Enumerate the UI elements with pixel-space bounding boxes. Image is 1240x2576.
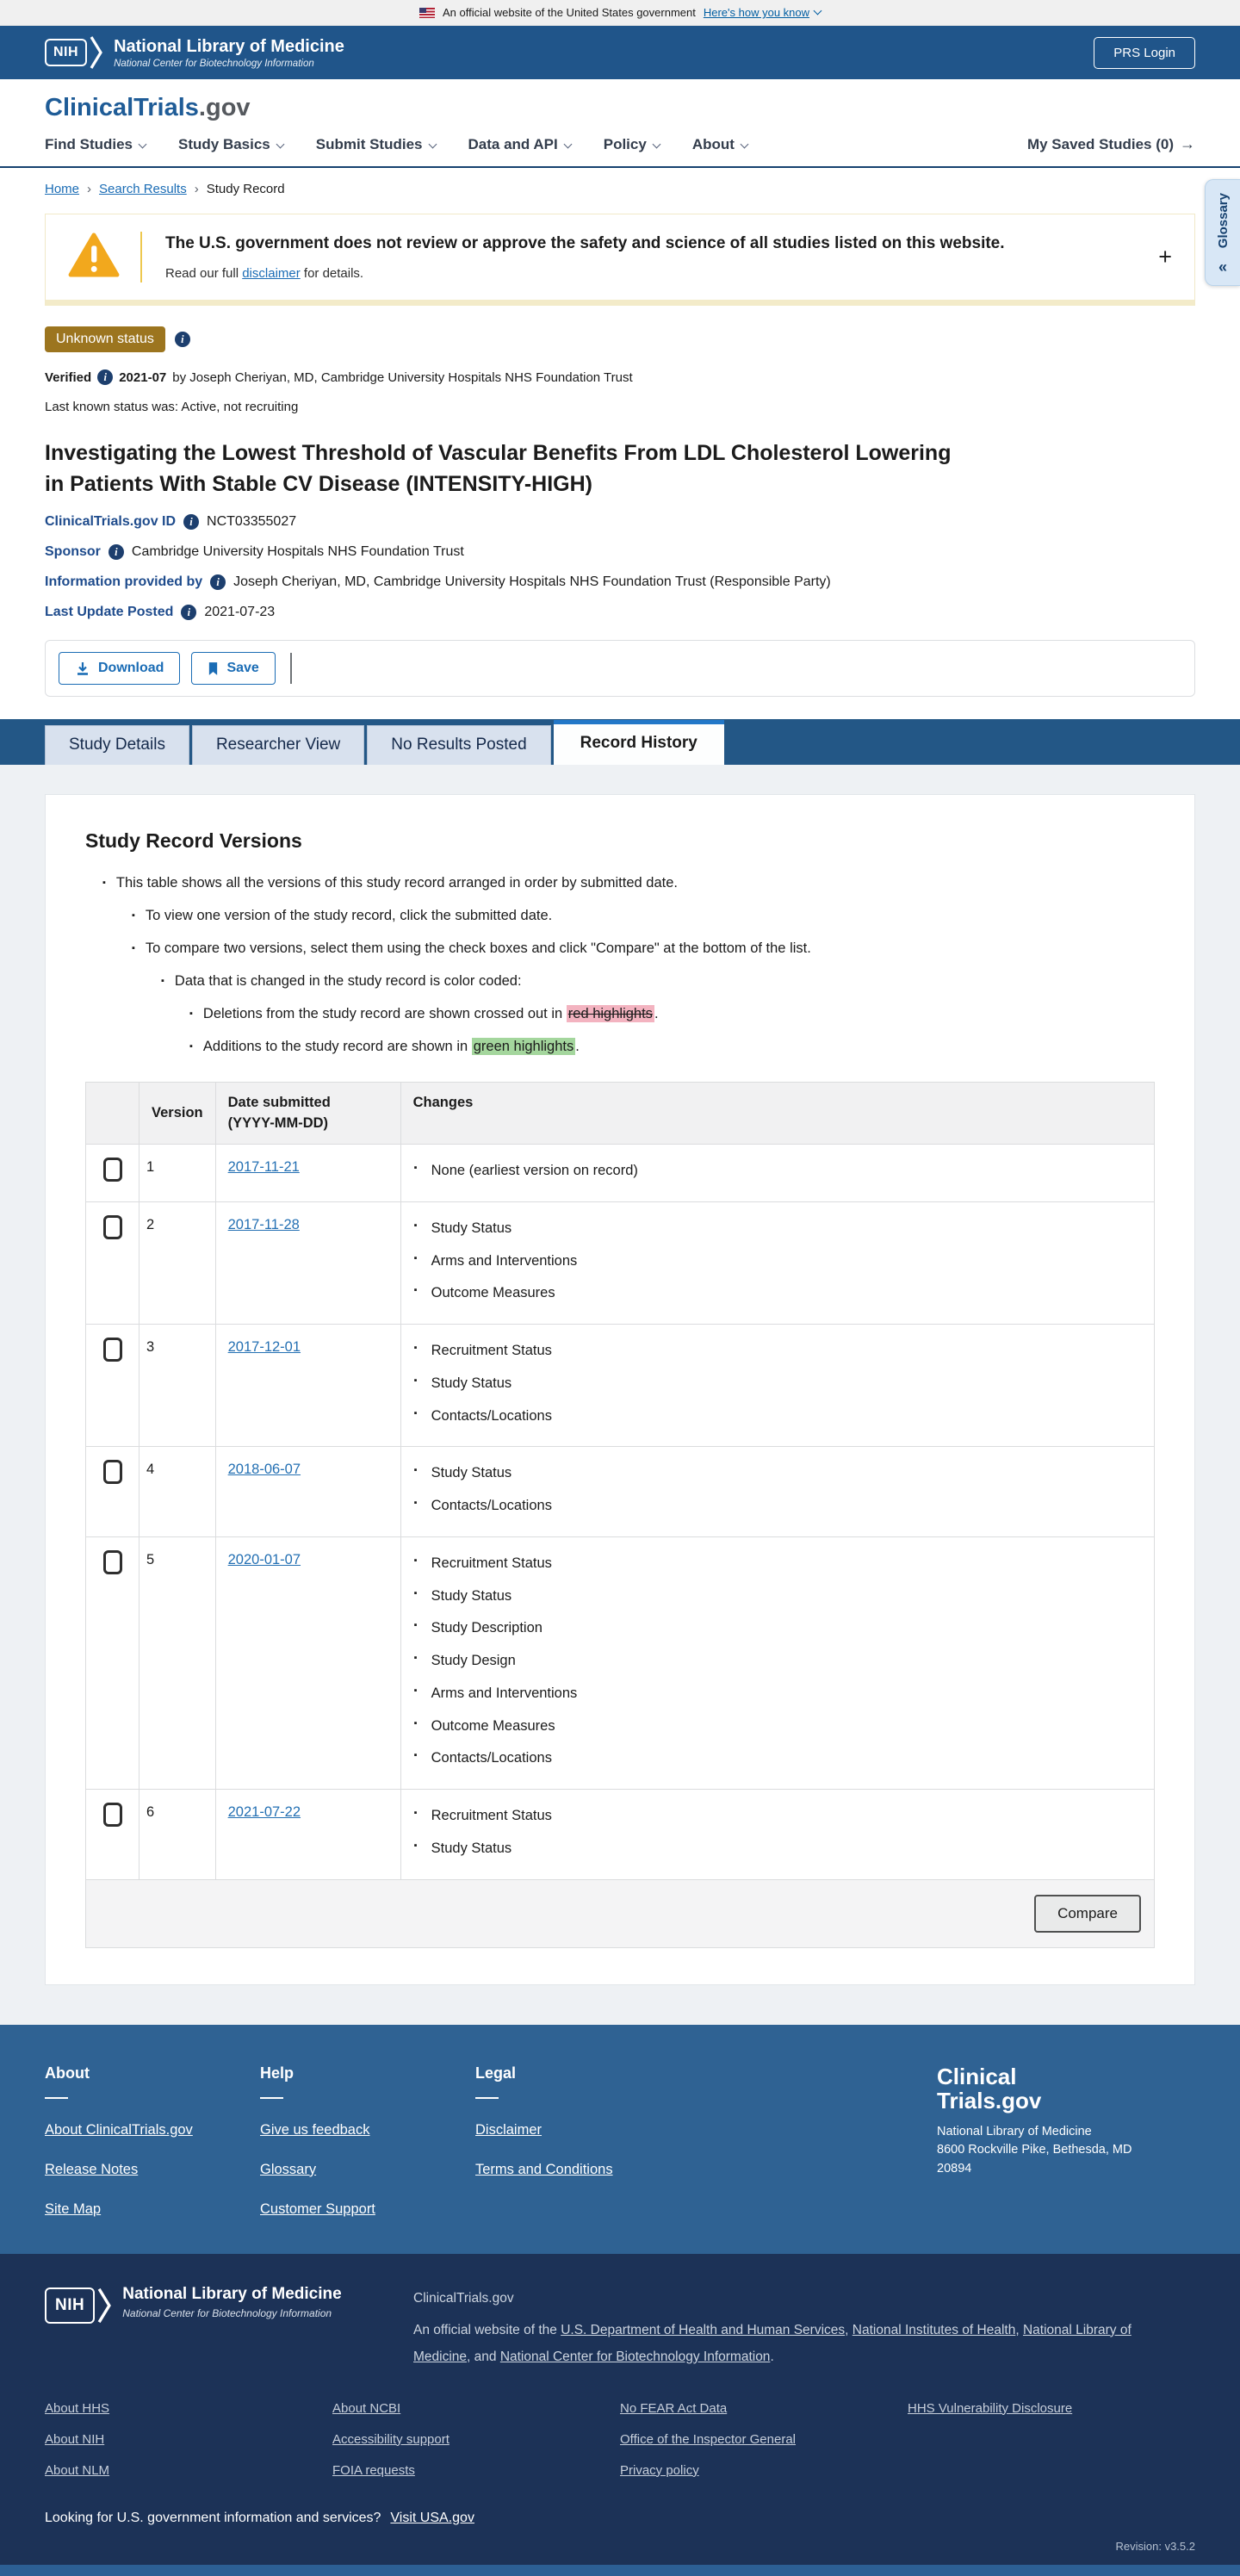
nlm-footer bbox=[0, 2254, 1240, 2565]
action-bar bbox=[45, 640, 1195, 697]
info-icon[interactable]: i bbox=[108, 544, 124, 560]
change-item: ▪ Outcome Measures bbox=[413, 1282, 1142, 1304]
prs-login-button[interactable]: PRS Login bbox=[1094, 37, 1195, 69]
study-title: Investigating the Lowest Threshold of Vascular Benefits From LDL Cholesterol Lowering in Patients With Stable CV Disease (INTENSITY-HIGH) bbox=[45, 441, 952, 496]
arrow-right-icon: → bbox=[1180, 135, 1195, 152]
bullet-icon: ▪ bbox=[189, 1040, 193, 1052]
verified-line bbox=[45, 369, 1195, 385]
collapse-icon: « bbox=[1218, 258, 1227, 276]
download-label: Download bbox=[98, 661, 164, 675]
clinicaltrials-logo[interactable] bbox=[45, 94, 1195, 122]
breadcrumb bbox=[0, 168, 1240, 203]
bullet-icon: ▪ bbox=[132, 942, 135, 953]
warning-body bbox=[165, 266, 1141, 281]
compare-button[interactable]: Compare bbox=[1034, 1895, 1141, 1933]
subfooter-site-name: ClinicalTrials.gov bbox=[413, 2290, 514, 2306]
verified-label: Verified bbox=[45, 369, 92, 385]
info-icon[interactable]: i bbox=[183, 514, 199, 530]
meta-value: Joseph Cheriyan, MD, Cambridge University Hospitals NHS Foundation Trust (Responsible Party) bbox=[233, 574, 831, 589]
study-tabbar bbox=[0, 719, 1240, 765]
warning-triangle-icon bbox=[68, 232, 120, 282]
subfooter-text: , bbox=[1015, 2322, 1023, 2337]
nav-item-policy[interactable] bbox=[604, 136, 660, 153]
chevron-down-icon bbox=[276, 140, 284, 148]
nlm-footer-subtitle: National Center for Biotechnology Information bbox=[122, 2306, 332, 2319]
version-checkbox[interactable] bbox=[103, 1338, 122, 1362]
intro-text: This table shows all the versions of this study record arranged in order by submitted date. bbox=[115, 875, 678, 891]
footer-logo-line1: Clinical bbox=[937, 2063, 1017, 2089]
logo-main: ClinicalTrials bbox=[45, 94, 199, 121]
footer-link-glossary[interactable]: Glossary bbox=[260, 2161, 317, 2177]
footer-column-title: Legal bbox=[475, 2064, 517, 2082]
version-column-header: Version bbox=[140, 1082, 216, 1145]
intro-text-pre: Deletions from the study record are shown crossed out in bbox=[202, 1005, 567, 1021]
chevron-down-icon bbox=[652, 140, 660, 148]
date-link[interactable]: 2018-06-07 bbox=[227, 1462, 301, 1478]
version-checkbox[interactable] bbox=[103, 1158, 122, 1182]
version-checkbox[interactable] bbox=[103, 1550, 122, 1574]
version-checkbox[interactable] bbox=[103, 1460, 122, 1484]
meta-label: Last Update Posted bbox=[45, 605, 174, 619]
chevron-down-icon bbox=[563, 140, 572, 148]
divider bbox=[260, 2097, 283, 2099]
meta-value: 2021-07-23 bbox=[204, 605, 276, 619]
table-footer bbox=[86, 1879, 1155, 1947]
glossary-tab-label: Glossary bbox=[1215, 193, 1231, 249]
subfooter-link-about-nlm[interactable]: About NLM bbox=[45, 2462, 110, 2478]
intro-text-pre: Additions to the study record are shown in bbox=[202, 1038, 472, 1054]
study-record-versions-card bbox=[45, 794, 1195, 1985]
footer-address bbox=[937, 2123, 1195, 2179]
info-icon[interactable]: i bbox=[181, 605, 196, 620]
warning-body-post: for details. bbox=[300, 265, 364, 281]
nav-item-find-studies[interactable] bbox=[45, 136, 146, 153]
verified-by: by Joseph Cheriyan, MD, Cambridge University Hospitals NHS Foundation Trust bbox=[172, 369, 633, 385]
intro-text-post: . bbox=[575, 1038, 580, 1054]
nlm-logo[interactable] bbox=[45, 35, 344, 70]
subfooter-link-national-institutes-of-health[interactable]: National Institutes of Health bbox=[852, 2322, 1016, 2337]
download-icon bbox=[75, 661, 90, 676]
changes-cell bbox=[400, 1325, 1154, 1447]
bottom-accent-strip bbox=[0, 2565, 1240, 2576]
footer-address-line3: 20894 bbox=[937, 2162, 972, 2176]
footer-column-legal bbox=[475, 2064, 734, 2218]
nav-item-label: Data and API bbox=[468, 135, 558, 152]
intro-text: To view one version of the study record, click the submitted date. bbox=[145, 907, 553, 923]
info-icon[interactable]: i bbox=[97, 369, 113, 385]
saved-studies-label: My Saved Studies (0) bbox=[1026, 135, 1174, 152]
gov-banner bbox=[0, 0, 1240, 26]
breadcrumb-search-results[interactable]: Search Results bbox=[99, 182, 187, 196]
changes-cell bbox=[400, 1790, 1154, 1880]
heres-how-you-know-label: Here's how you know bbox=[703, 6, 810, 19]
date-header-line1: Date submitted bbox=[227, 1094, 331, 1110]
footer-address-line2: 8600 Rockville Pike, Bethesda, MD bbox=[937, 2143, 1132, 2157]
change-item: ▪ Contacts/Locations bbox=[413, 1495, 1142, 1517]
meta-label: ClinicalTrials.gov ID bbox=[45, 514, 177, 529]
changes-list bbox=[413, 1160, 1142, 1182]
intro-bullets bbox=[85, 873, 1155, 1058]
footer-link-disclaimer[interactable]: Disclaimer bbox=[475, 2121, 542, 2138]
date-cell bbox=[215, 1536, 400, 1789]
chevron-down-icon bbox=[740, 140, 748, 148]
footer-column-help bbox=[260, 2064, 475, 2218]
section-heading: Study Record Versions bbox=[85, 829, 302, 852]
study-meta-row bbox=[45, 544, 1195, 560]
warning-heading: The U.S. government does not review or approve the safety and science of all studies listed on this website. bbox=[165, 233, 1005, 252]
version-cell: 5 bbox=[140, 1536, 216, 1789]
change-item: ▪ Study Status bbox=[413, 1586, 1142, 1607]
nav-item-study-basics[interactable] bbox=[178, 136, 283, 153]
bookmark-icon bbox=[208, 661, 219, 676]
footer-address-line1: National Library of Medicine bbox=[937, 2124, 1092, 2138]
date-link[interactable]: 2021-07-22 bbox=[227, 1804, 301, 1821]
expand-plus-icon[interactable]: + bbox=[1158, 244, 1172, 270]
table-header bbox=[86, 1082, 1155, 1145]
intro-text: Data that is changed in the study record is color coded: bbox=[174, 972, 522, 989]
nav-item-label: Find Studies bbox=[45, 135, 133, 152]
tab-study-details[interactable]: Study Details bbox=[45, 725, 189, 765]
version-checkbox[interactable] bbox=[103, 1215, 122, 1239]
footer-column-title: Help bbox=[260, 2064, 294, 2082]
info-icon[interactable]: i bbox=[210, 574, 226, 590]
study-meta-row bbox=[45, 514, 1195, 530]
breadcrumb-current: Study Record bbox=[206, 182, 285, 196]
main-nav bbox=[45, 135, 1195, 166]
date-cell bbox=[215, 1790, 400, 1880]
subfooter-link-office-of-the-inspector-general[interactable]: Office of the Inspector General bbox=[620, 2431, 797, 2447]
nav-item-about[interactable] bbox=[692, 136, 747, 153]
version-cell: 4 bbox=[140, 1447, 216, 1537]
bullet-icon: ▪ bbox=[102, 878, 106, 888]
nav-item-label: Submit Studies bbox=[315, 135, 423, 152]
table-body bbox=[86, 1145, 1155, 1880]
checkbox-cell bbox=[86, 1145, 140, 1202]
official-website-statement bbox=[413, 2285, 1171, 2370]
bullet-icon: ▪ bbox=[161, 975, 164, 986]
logo-suffix: .gov bbox=[198, 94, 251, 121]
breadcrumb-separator: › bbox=[194, 182, 199, 196]
nih-logo-icon bbox=[45, 2285, 111, 2326]
subfooter-text: , bbox=[845, 2322, 852, 2337]
subfooter-text: . bbox=[770, 2349, 774, 2364]
footer-column-title: About bbox=[45, 2064, 90, 2082]
save-button[interactable] bbox=[191, 652, 275, 685]
subfooter-link-u-s-department-of-health-and-human-services[interactable]: U.S. Department of Health and Human Services bbox=[561, 2322, 846, 2337]
checkbox-cell bbox=[86, 1447, 140, 1537]
intro-bullet-item bbox=[85, 873, 1155, 894]
date-cell bbox=[215, 1447, 400, 1537]
change-item: ▪ None (earliest version on record) bbox=[413, 1160, 1142, 1182]
main-content bbox=[0, 214, 1240, 697]
footer-logo-line2: Trials.gov bbox=[937, 2088, 1042, 2114]
version-cell: 6 bbox=[140, 1790, 216, 1880]
date-column-header bbox=[215, 1082, 400, 1145]
breadcrumb-separator: › bbox=[87, 182, 92, 196]
subfooter-text: , and bbox=[467, 2349, 500, 2364]
bullet-icon: ▪ bbox=[132, 909, 135, 921]
status-badge: Unknown status bbox=[45, 326, 165, 352]
subfooter-link-foia-requests[interactable]: FOIA requests bbox=[332, 2462, 415, 2478]
heres-how-you-know-link[interactable] bbox=[704, 6, 821, 19]
visit-usa-gov-link[interactable]: Visit USA.gov bbox=[390, 2510, 474, 2525]
intro-bullet-item bbox=[85, 939, 1155, 959]
glossary-side-tab[interactable] bbox=[1205, 179, 1240, 286]
tab-record-history[interactable]: Record History bbox=[554, 720, 724, 765]
revision-label: Revision: v3.5.2 bbox=[1115, 2539, 1195, 2553]
footer-link-release-notes[interactable]: Release Notes bbox=[45, 2161, 139, 2177]
nav-item-label: About bbox=[691, 135, 735, 152]
table-row bbox=[86, 1790, 1155, 1880]
table-row bbox=[86, 1536, 1155, 1789]
checkbox-cell bbox=[86, 1201, 140, 1324]
version-cell: 1 bbox=[140, 1145, 216, 1202]
tab-researcher-view[interactable]: Researcher View bbox=[192, 725, 364, 765]
chevron-down-icon bbox=[139, 140, 147, 148]
footer-link-about-clinicaltrials-gov[interactable]: About ClinicalTrials.gov bbox=[45, 2121, 193, 2138]
checkbox-column-header bbox=[86, 1082, 140, 1145]
site-header bbox=[0, 79, 1240, 168]
divider bbox=[290, 653, 292, 684]
nih-logo-icon bbox=[45, 35, 102, 70]
change-item: ▪ Arms and Interventions bbox=[413, 1251, 1142, 1272]
bullet-icon: ▪ bbox=[189, 1008, 193, 1019]
table-row bbox=[86, 1145, 1155, 1202]
footer-logo-block bbox=[937, 2064, 1195, 2218]
study-meta-row bbox=[45, 574, 1195, 590]
subfooter-link-column bbox=[620, 2401, 908, 2478]
table-row bbox=[86, 1447, 1155, 1537]
changes-cell bbox=[400, 1145, 1154, 1202]
highlight-addition: green highlights bbox=[473, 1038, 574, 1054]
checkbox-cell bbox=[86, 1790, 140, 1880]
table-row bbox=[86, 1325, 1155, 1447]
nlm-footer-logo[interactable] bbox=[45, 2285, 374, 2370]
changes-list bbox=[413, 1553, 1142, 1769]
intro-bullet-item bbox=[85, 971, 1155, 992]
intro-bullet-item bbox=[85, 1004, 1155, 1025]
record-history-panel bbox=[0, 765, 1240, 2025]
subfooter-link-column bbox=[45, 2401, 332, 2478]
changes-cell bbox=[400, 1447, 1154, 1537]
nih-logo-text: NIH bbox=[45, 2287, 95, 2324]
date-cell bbox=[215, 1201, 400, 1324]
change-item: ▪ Arms and Interventions bbox=[413, 1683, 1142, 1704]
last-known-status: Last known status was: Active, not recruiting bbox=[45, 400, 299, 414]
nav-item-label: Policy bbox=[603, 135, 647, 152]
change-item: ▪ Recruitment Status bbox=[413, 1553, 1142, 1574]
meta-value: Cambridge University Hospitals NHS Foundation Trust bbox=[131, 544, 464, 559]
version-checkbox[interactable] bbox=[103, 1803, 122, 1827]
subfooter-link-no-fear-act-data[interactable]: No FEAR Act Data bbox=[620, 2400, 728, 2416]
changes-list bbox=[413, 1462, 1142, 1517]
subfooter-link-accessibility-support[interactable]: Accessibility support bbox=[332, 2431, 450, 2447]
changes-list bbox=[413, 1805, 1142, 1859]
usa-gov-line bbox=[45, 2511, 1195, 2526]
tab-no-results-posted[interactable]: No Results Posted bbox=[367, 725, 550, 765]
breadcrumb-home[interactable]: Home bbox=[45, 182, 80, 196]
nav-item-label: Study Basics bbox=[178, 135, 270, 152]
study-meta-row bbox=[45, 605, 1195, 620]
nih-chevron-icon bbox=[97, 2285, 111, 2326]
subfooter-link-column bbox=[908, 2401, 1195, 2478]
divider bbox=[140, 232, 142, 282]
official-website-paragraph bbox=[413, 2317, 1171, 2370]
footer-clinicaltrials-logo bbox=[937, 2064, 1195, 2114]
divider bbox=[475, 2097, 499, 2099]
my-saved-studies-link[interactable] bbox=[1027, 135, 1195, 153]
date-cell bbox=[215, 1325, 400, 1447]
footer-link-customer-support[interactable]: Customer Support bbox=[260, 2200, 375, 2217]
footer-link-site-map[interactable]: Site Map bbox=[45, 2200, 102, 2217]
versions-table bbox=[85, 1082, 1155, 1948]
change-item: ▪ Recruitment Status bbox=[413, 1340, 1142, 1362]
intro-text: To compare two versions, select them using the check boxes and click "Compare" at the bottom of the list. bbox=[145, 940, 811, 956]
nih-logo-text: NIH bbox=[45, 39, 87, 66]
us-flag-icon bbox=[419, 8, 435, 18]
usa-gov-text: Looking for U.S. government information and services? bbox=[45, 2510, 381, 2525]
date-header-line2: (YYYY-MM-DD) bbox=[227, 1115, 329, 1132]
nav-item-data-and-api[interactable] bbox=[468, 136, 571, 153]
version-cell: 2 bbox=[140, 1201, 216, 1324]
changes-cell bbox=[400, 1201, 1154, 1324]
subfooter-link-hhs-vulnerability-disclosure[interactable]: HHS Vulnerability Disclosure bbox=[908, 2400, 1073, 2416]
nlm-header bbox=[0, 26, 1240, 79]
study-meta bbox=[45, 514, 1195, 620]
change-item: ▪ Contacts/Locations bbox=[413, 1747, 1142, 1769]
verified-date: 2021-07 bbox=[119, 369, 167, 385]
date-cell bbox=[215, 1145, 400, 1202]
subfooter-link-about-ncbi[interactable]: About NCBI bbox=[332, 2400, 401, 2416]
meta-label: Sponsor bbox=[45, 544, 101, 559]
nih-chevron-icon bbox=[90, 35, 102, 70]
meta-value: NCT03355027 bbox=[207, 514, 297, 529]
subfooter-text: An official website of the bbox=[413, 2322, 561, 2337]
nav-item-submit-studies[interactable] bbox=[316, 136, 436, 153]
changes-list bbox=[413, 1218, 1142, 1304]
chevron-down-icon bbox=[814, 7, 822, 16]
changes-list bbox=[413, 1340, 1142, 1426]
intro-bullet-item bbox=[85, 1037, 1155, 1058]
footer-link-give-us-feedback[interactable]: Give us feedback bbox=[260, 2121, 370, 2138]
change-item: ▪ Study Status bbox=[413, 1218, 1142, 1239]
table-row bbox=[86, 1201, 1155, 1324]
changes-column-header: Changes bbox=[400, 1082, 1154, 1145]
change-item: ▪ Study Status bbox=[413, 1462, 1142, 1484]
change-item: ▪ Contacts/Locations bbox=[413, 1406, 1142, 1427]
change-item: ▪ Study Description bbox=[413, 1617, 1142, 1639]
gov-banner-text: An official website of the United States government bbox=[442, 6, 696, 19]
change-item: ▪ Study Status bbox=[413, 1838, 1142, 1859]
footer-link-terms-and-conditions[interactable]: Terms and Conditions bbox=[475, 2161, 613, 2177]
meta-label: Information provided by bbox=[45, 574, 203, 589]
divider bbox=[45, 2097, 68, 2099]
changes-cell bbox=[400, 1536, 1154, 1789]
subfooter-link-about-hhs[interactable]: About HHS bbox=[45, 2400, 110, 2416]
subfooter-link-national-center-for-biotechnology-information[interactable]: National Center for Biotechnology Information bbox=[499, 2349, 771, 2364]
intro-text-post: . bbox=[654, 1005, 659, 1021]
version-cell: 3 bbox=[140, 1325, 216, 1447]
change-item: ▪ Study Design bbox=[413, 1650, 1142, 1672]
footer-link-grid bbox=[45, 2401, 1195, 2478]
save-label: Save bbox=[226, 661, 259, 675]
info-icon[interactable]: i bbox=[175, 332, 190, 347]
intro-text bbox=[203, 1037, 580, 1058]
download-button[interactable] bbox=[59, 652, 180, 685]
disclaimer-link[interactable]: disclaimer bbox=[242, 265, 301, 281]
date-link[interactable]: 2017-12-01 bbox=[227, 1339, 301, 1356]
warning-body-pre: Read our full bbox=[165, 265, 243, 281]
nlm-subtitle: National Center for Biotechnology Information bbox=[114, 58, 314, 69]
change-item: ▪ Study Status bbox=[413, 1373, 1142, 1394]
subfooter-link-national-library-of-medicine[interactable]: National Library of Medicine bbox=[413, 2322, 1132, 2364]
date-link[interactable]: 2017-11-21 bbox=[227, 1159, 300, 1176]
site-footer bbox=[0, 2025, 1240, 2254]
change-item: ▪ Outcome Measures bbox=[413, 1716, 1142, 1737]
intro-text bbox=[203, 1004, 659, 1025]
subfooter-link-about-nih[interactable]: About NIH bbox=[45, 2431, 105, 2447]
intro-bullet-item bbox=[85, 906, 1155, 927]
checkbox-cell bbox=[86, 1536, 140, 1789]
nlm-title: National Library of Medicine bbox=[114, 36, 344, 56]
government-warning-banner bbox=[45, 214, 1195, 306]
date-link[interactable]: 2017-11-28 bbox=[227, 1216, 300, 1232]
checkbox-cell bbox=[86, 1325, 140, 1447]
subfooter-link-privacy-policy[interactable]: Privacy policy bbox=[620, 2462, 699, 2478]
subfooter-link-column bbox=[332, 2401, 620, 2478]
highlight-deletion: red highlights bbox=[567, 1005, 653, 1021]
chevron-down-icon bbox=[428, 140, 437, 148]
date-link[interactable]: 2020-01-07 bbox=[227, 1551, 301, 1567]
footer-column-about bbox=[45, 2064, 260, 2218]
change-item: ▪ Recruitment Status bbox=[413, 1805, 1142, 1827]
nlm-footer-title: National Library of Medicine bbox=[122, 2284, 342, 2303]
